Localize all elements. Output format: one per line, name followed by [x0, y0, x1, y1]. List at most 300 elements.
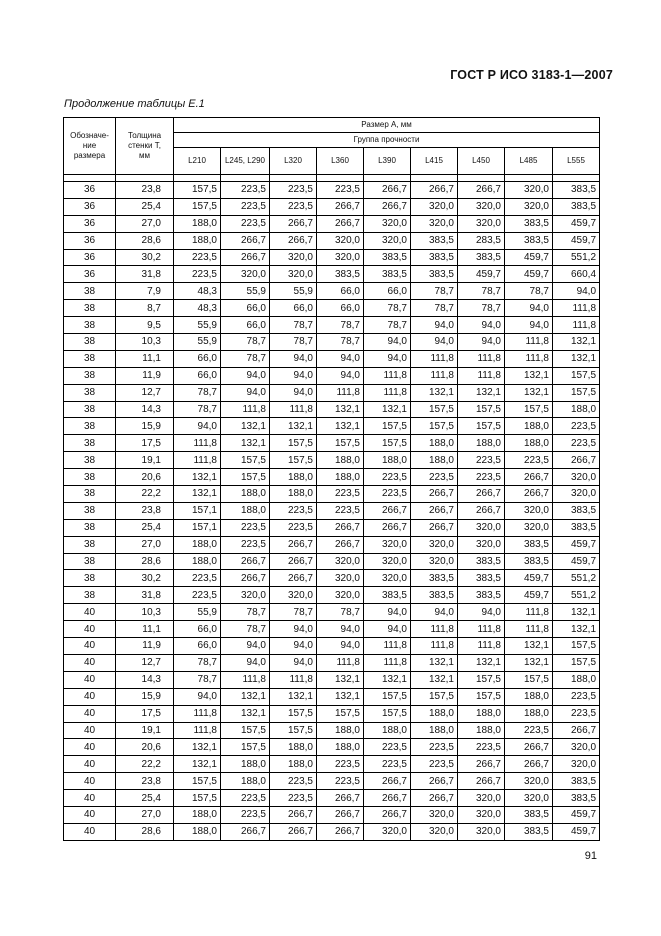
- header-designation-line-3: размера: [73, 151, 106, 160]
- value-cell: 223,5: [553, 418, 600, 435]
- thickness-cell: 14,3: [116, 671, 174, 688]
- value-cell: 383,5: [411, 570, 458, 587]
- thickness-cell: 25,4: [116, 519, 174, 536]
- value-cell: 157,5: [174, 198, 221, 215]
- value-cell: 55,9: [174, 334, 221, 351]
- value-cell: 132,1: [364, 401, 411, 418]
- value-cell: 132,1: [364, 671, 411, 688]
- value-cell: 188,0: [458, 722, 505, 739]
- value-cell: 111,8: [364, 638, 411, 655]
- table-row: [64, 452, 600, 469]
- designation-cell: 38: [64, 587, 116, 604]
- thickness-cell: 25,4: [116, 790, 174, 807]
- designation-cell: 38: [64, 418, 116, 435]
- value-cell: 132,1: [411, 671, 458, 688]
- value-cell: 223,5: [270, 790, 317, 807]
- value-cell: 266,7: [553, 452, 600, 469]
- value-cell: 320,0: [458, 519, 505, 536]
- value-cell: 157,5: [505, 671, 553, 688]
- value-cell: 266,7: [317, 198, 364, 215]
- value-cell: 111,8: [411, 621, 458, 638]
- value-cell: 188,0: [221, 756, 270, 773]
- value-cell: 266,7: [221, 232, 270, 249]
- thickness-cell: 10,3: [116, 604, 174, 621]
- value-cell: 157,5: [553, 367, 600, 384]
- value-cell: 157,5: [411, 418, 458, 435]
- value-cell: 111,8: [411, 638, 458, 655]
- table-row: [64, 638, 600, 655]
- value-cell: 320,0: [364, 215, 411, 232]
- grade-header: L485: [505, 148, 553, 175]
- value-cell: 48,3: [174, 283, 221, 300]
- value-cell: 78,7: [270, 334, 317, 351]
- grade-header: L320: [270, 148, 317, 175]
- value-cell: 78,7: [364, 300, 411, 317]
- value-cell: 383,5: [458, 570, 505, 587]
- value-cell: 78,7: [505, 283, 553, 300]
- designation-cell: 38: [64, 502, 116, 519]
- header-thickness: [116, 118, 174, 175]
- value-cell: 223,5: [174, 249, 221, 266]
- value-cell: 320,0: [458, 823, 505, 840]
- value-cell: 320,0: [505, 502, 553, 519]
- table-row: [64, 384, 600, 401]
- table-row: [64, 688, 600, 705]
- value-cell: 132,1: [458, 654, 505, 671]
- value-cell: 320,0: [458, 806, 505, 823]
- value-cell: 223,5: [505, 722, 553, 739]
- value-cell: 66,0: [174, 367, 221, 384]
- value-cell: 266,7: [411, 502, 458, 519]
- value-cell: 132,1: [553, 334, 600, 351]
- value-cell: 188,0: [553, 671, 600, 688]
- value-cell: 132,1: [505, 384, 553, 401]
- designation-cell: 40: [64, 621, 116, 638]
- value-cell: 157,5: [270, 722, 317, 739]
- table-row: [64, 283, 600, 300]
- value-cell: 320,0: [553, 469, 600, 486]
- table-row: [64, 435, 600, 452]
- value-cell: 266,7: [411, 182, 458, 199]
- thickness-cell: 23,8: [116, 182, 174, 199]
- thickness-cell: 22,2: [116, 756, 174, 773]
- designation-cell: 38: [64, 452, 116, 469]
- value-cell: 132,1: [317, 418, 364, 435]
- value-cell: 78,7: [174, 384, 221, 401]
- value-cell: 94,0: [221, 384, 270, 401]
- value-cell: 111,8: [270, 671, 317, 688]
- value-cell: 132,1: [411, 654, 458, 671]
- value-cell: 320,0: [317, 249, 364, 266]
- value-cell: 223,5: [364, 739, 411, 756]
- value-cell: 66,0: [174, 350, 221, 367]
- value-cell: 132,1: [411, 384, 458, 401]
- value-cell: 459,7: [553, 823, 600, 840]
- table-row: [64, 300, 600, 317]
- thickness-cell: 28,6: [116, 553, 174, 570]
- value-cell: 78,7: [221, 604, 270, 621]
- value-cell: 188,0: [505, 435, 553, 452]
- designation-cell: 40: [64, 773, 116, 790]
- value-cell: 157,5: [317, 705, 364, 722]
- value-cell: 188,0: [505, 688, 553, 705]
- header-group: Группа прочности: [174, 133, 600, 148]
- value-cell: 94,0: [411, 604, 458, 621]
- value-cell: 223,5: [221, 198, 270, 215]
- value-cell: 111,8: [174, 435, 221, 452]
- designation-cell: 40: [64, 654, 116, 671]
- designation-cell: 38: [64, 435, 116, 452]
- value-cell: 111,8: [411, 350, 458, 367]
- document-header: ГОСТ Р ИСО 3183-1—2007: [450, 68, 613, 82]
- value-cell: 320,0: [458, 215, 505, 232]
- value-cell: 111,8: [364, 384, 411, 401]
- value-cell: 320,0: [364, 536, 411, 553]
- value-cell: 320,0: [458, 198, 505, 215]
- value-cell: 266,7: [458, 756, 505, 773]
- designation-cell: 40: [64, 705, 116, 722]
- value-cell: 320,0: [270, 266, 317, 283]
- thickness-cell: 28,6: [116, 232, 174, 249]
- value-cell: 157,5: [270, 435, 317, 452]
- value-cell: 383,5: [553, 502, 600, 519]
- value-cell: 266,7: [317, 519, 364, 536]
- value-cell: 188,0: [458, 705, 505, 722]
- value-cell: 111,8: [174, 452, 221, 469]
- thickness-cell: 22,2: [116, 486, 174, 503]
- value-cell: 157,5: [411, 688, 458, 705]
- value-cell: 223,5: [221, 536, 270, 553]
- value-cell: 94,0: [174, 688, 221, 705]
- value-cell: 320,0: [553, 756, 600, 773]
- value-cell: 459,7: [553, 553, 600, 570]
- value-cell: 223,5: [458, 452, 505, 469]
- value-cell: 266,7: [458, 486, 505, 503]
- value-cell: 320,0: [505, 773, 553, 790]
- value-cell: 320,0: [411, 553, 458, 570]
- value-cell: 188,0: [317, 469, 364, 486]
- value-cell: 266,7: [364, 502, 411, 519]
- grade-header: L210: [174, 148, 221, 175]
- thickness-cell: 30,2: [116, 570, 174, 587]
- value-cell: 132,1: [553, 604, 600, 621]
- thickness-cell: 12,7: [116, 384, 174, 401]
- value-cell: 223,5: [174, 570, 221, 587]
- designation-cell: 38: [64, 553, 116, 570]
- value-cell: 266,7: [364, 519, 411, 536]
- value-cell: 132,1: [174, 486, 221, 503]
- designation-cell: 40: [64, 638, 116, 655]
- value-cell: 223,5: [174, 587, 221, 604]
- value-cell: 157,5: [505, 401, 553, 418]
- data-table: [63, 117, 600, 841]
- value-cell: 266,7: [505, 739, 553, 756]
- table-row: [64, 215, 600, 232]
- table-row: [64, 182, 600, 199]
- value-cell: 223,5: [270, 198, 317, 215]
- thickness-cell: 14,3: [116, 401, 174, 418]
- table-row: [64, 198, 600, 215]
- value-cell: 459,7: [505, 266, 553, 283]
- value-cell: 266,7: [411, 519, 458, 536]
- value-cell: 94,0: [270, 367, 317, 384]
- designation-cell: 38: [64, 350, 116, 367]
- grade-header: L360: [317, 148, 364, 175]
- value-cell: 320,0: [411, 536, 458, 553]
- value-cell: 223,5: [553, 435, 600, 452]
- value-cell: 320,0: [505, 182, 553, 199]
- value-cell: 266,7: [411, 486, 458, 503]
- thickness-cell: 12,7: [116, 654, 174, 671]
- designation-cell: 36: [64, 215, 116, 232]
- value-cell: 383,5: [411, 249, 458, 266]
- value-cell: 459,7: [553, 215, 600, 232]
- designation-cell: 36: [64, 198, 116, 215]
- value-cell: 223,5: [174, 266, 221, 283]
- value-cell: 157,5: [364, 418, 411, 435]
- thickness-cell: 23,8: [116, 502, 174, 519]
- value-cell: 223,5: [411, 739, 458, 756]
- value-cell: 223,5: [270, 502, 317, 519]
- value-cell: 223,5: [317, 182, 364, 199]
- value-cell: 188,0: [270, 486, 317, 503]
- table-caption: Продолжение таблицы E.1: [64, 98, 205, 110]
- value-cell: 266,7: [364, 790, 411, 807]
- thickness-cell: 7,9: [116, 283, 174, 300]
- value-cell: 78,7: [174, 654, 221, 671]
- value-cell: 94,0: [364, 350, 411, 367]
- header-separator-row: [64, 175, 600, 182]
- value-cell: 66,0: [221, 300, 270, 317]
- value-cell: 78,7: [270, 317, 317, 334]
- value-cell: 266,7: [221, 823, 270, 840]
- value-cell: 383,5: [411, 587, 458, 604]
- value-cell: 78,7: [174, 671, 221, 688]
- value-cell: 132,1: [174, 469, 221, 486]
- designation-cell: 38: [64, 570, 116, 587]
- value-cell: 320,0: [553, 486, 600, 503]
- table-row: [64, 486, 600, 503]
- value-cell: 66,0: [221, 317, 270, 334]
- table-row: [64, 587, 600, 604]
- value-cell: 223,5: [553, 705, 600, 722]
- value-cell: 266,7: [221, 249, 270, 266]
- value-cell: 78,7: [411, 300, 458, 317]
- table-row: [64, 604, 600, 621]
- value-cell: 188,0: [221, 502, 270, 519]
- table-row: [64, 823, 600, 840]
- value-cell: 383,5: [411, 232, 458, 249]
- value-cell: 266,7: [553, 722, 600, 739]
- designation-cell: 36: [64, 249, 116, 266]
- designation-cell: 40: [64, 790, 116, 807]
- value-cell: 188,0: [270, 469, 317, 486]
- value-cell: 157,5: [458, 671, 505, 688]
- value-cell: 188,0: [411, 435, 458, 452]
- value-cell: 55,9: [270, 283, 317, 300]
- value-cell: 94,0: [221, 654, 270, 671]
- value-cell: 223,5: [553, 688, 600, 705]
- thickness-cell: 19,1: [116, 722, 174, 739]
- thickness-cell: 15,9: [116, 418, 174, 435]
- value-cell: 320,0: [553, 739, 600, 756]
- value-cell: 320,0: [270, 587, 317, 604]
- value-cell: 157,5: [553, 384, 600, 401]
- value-cell: 132,1: [317, 401, 364, 418]
- value-cell: 223,5: [317, 486, 364, 503]
- page-number: 91: [584, 850, 597, 862]
- value-cell: 157,1: [174, 502, 221, 519]
- thickness-cell: 19,1: [116, 452, 174, 469]
- value-cell: 188,0: [505, 705, 553, 722]
- designation-cell: 38: [64, 300, 116, 317]
- value-cell: 223,5: [364, 486, 411, 503]
- table-row: [64, 570, 600, 587]
- designation-cell: 40: [64, 671, 116, 688]
- value-cell: 320,0: [458, 790, 505, 807]
- value-cell: 78,7: [174, 401, 221, 418]
- thickness-cell: 11,9: [116, 367, 174, 384]
- table-row: [64, 502, 600, 519]
- value-cell: 157,1: [174, 519, 221, 536]
- value-cell: 223,5: [458, 469, 505, 486]
- value-cell: 94,0: [411, 334, 458, 351]
- value-cell: 459,7: [553, 536, 600, 553]
- value-cell: 223,5: [221, 790, 270, 807]
- value-cell: 283,5: [458, 232, 505, 249]
- table-row: [64, 418, 600, 435]
- value-cell: 157,5: [553, 638, 600, 655]
- value-cell: 132,1: [270, 688, 317, 705]
- value-cell: 383,5: [553, 773, 600, 790]
- grade-header: L450: [458, 148, 505, 175]
- designation-cell: 40: [64, 688, 116, 705]
- value-cell: 266,7: [364, 198, 411, 215]
- thickness-cell: 31,8: [116, 266, 174, 283]
- value-cell: 111,8: [458, 638, 505, 655]
- value-cell: 320,0: [364, 553, 411, 570]
- value-cell: 94,0: [553, 283, 600, 300]
- thickness-cell: 31,8: [116, 587, 174, 604]
- table-body: [64, 175, 600, 841]
- table-row: [64, 536, 600, 553]
- value-cell: 157,5: [270, 705, 317, 722]
- value-cell: 459,7: [505, 587, 553, 604]
- value-cell: 223,5: [221, 806, 270, 823]
- value-cell: 223,5: [458, 739, 505, 756]
- value-cell: 157,5: [221, 452, 270, 469]
- value-cell: 94,0: [270, 350, 317, 367]
- value-cell: 132,1: [270, 418, 317, 435]
- value-cell: 383,5: [505, 806, 553, 823]
- value-cell: 157,5: [221, 722, 270, 739]
- value-cell: 94,0: [364, 621, 411, 638]
- designation-cell: 36: [64, 182, 116, 199]
- value-cell: 111,8: [221, 671, 270, 688]
- value-cell: 157,5: [553, 654, 600, 671]
- designation-cell: 38: [64, 283, 116, 300]
- value-cell: 383,5: [364, 266, 411, 283]
- value-cell: 55,9: [221, 283, 270, 300]
- value-cell: 94,0: [458, 334, 505, 351]
- value-cell: 266,7: [317, 806, 364, 823]
- value-cell: 78,7: [458, 300, 505, 317]
- value-cell: 266,7: [505, 486, 553, 503]
- value-cell: 188,0: [174, 806, 221, 823]
- value-cell: 383,5: [364, 249, 411, 266]
- table-row: [64, 469, 600, 486]
- value-cell: 188,0: [174, 536, 221, 553]
- value-cell: 266,7: [505, 469, 553, 486]
- value-cell: 94,0: [317, 638, 364, 655]
- value-cell: 111,8: [505, 334, 553, 351]
- value-cell: 157,5: [458, 688, 505, 705]
- table-row: [64, 739, 600, 756]
- value-cell: 188,0: [505, 418, 553, 435]
- value-cell: 66,0: [174, 638, 221, 655]
- value-cell: 94,0: [458, 604, 505, 621]
- thickness-cell: 11,9: [116, 638, 174, 655]
- value-cell: 132,1: [221, 705, 270, 722]
- value-cell: 94,0: [505, 317, 553, 334]
- value-cell: 94,0: [505, 300, 553, 317]
- value-cell: 223,5: [317, 756, 364, 773]
- value-cell: 94,0: [317, 350, 364, 367]
- value-cell: 157,5: [174, 773, 221, 790]
- value-cell: 111,8: [174, 705, 221, 722]
- table-row: [64, 806, 600, 823]
- thickness-cell: 28,6: [116, 823, 174, 840]
- value-cell: 383,5: [458, 249, 505, 266]
- designation-cell: 40: [64, 604, 116, 621]
- value-cell: 111,8: [553, 317, 600, 334]
- value-cell: 320,0: [317, 553, 364, 570]
- value-cell: 320,0: [221, 266, 270, 283]
- thickness-cell: 27,0: [116, 215, 174, 232]
- grade-header: L415: [411, 148, 458, 175]
- value-cell: 459,7: [458, 266, 505, 283]
- value-cell: 223,5: [221, 519, 270, 536]
- value-cell: 188,0: [270, 756, 317, 773]
- table-row: [64, 401, 600, 418]
- value-cell: 223,5: [411, 469, 458, 486]
- value-cell: 111,8: [364, 654, 411, 671]
- table-row: [64, 317, 600, 334]
- value-cell: 157,5: [221, 469, 270, 486]
- thickness-cell: 27,0: [116, 536, 174, 553]
- value-cell: 94,0: [364, 334, 411, 351]
- designation-cell: 40: [64, 739, 116, 756]
- value-cell: 266,7: [221, 553, 270, 570]
- designation-cell: 38: [64, 486, 116, 503]
- value-cell: 223,5: [221, 215, 270, 232]
- value-cell: 188,0: [174, 553, 221, 570]
- value-cell: 320,0: [317, 587, 364, 604]
- value-cell: 223,5: [364, 469, 411, 486]
- value-cell: 157,5: [411, 401, 458, 418]
- value-cell: 383,5: [553, 198, 600, 215]
- value-cell: 266,7: [364, 182, 411, 199]
- table-row: [64, 232, 600, 249]
- value-cell: 66,0: [317, 283, 364, 300]
- value-cell: 320,0: [411, 806, 458, 823]
- value-cell: 320,0: [505, 790, 553, 807]
- value-cell: 383,5: [458, 553, 505, 570]
- value-cell: 223,5: [270, 773, 317, 790]
- table-row: [64, 350, 600, 367]
- value-cell: 94,0: [364, 604, 411, 621]
- header-thickness-line-3: мм: [139, 151, 150, 160]
